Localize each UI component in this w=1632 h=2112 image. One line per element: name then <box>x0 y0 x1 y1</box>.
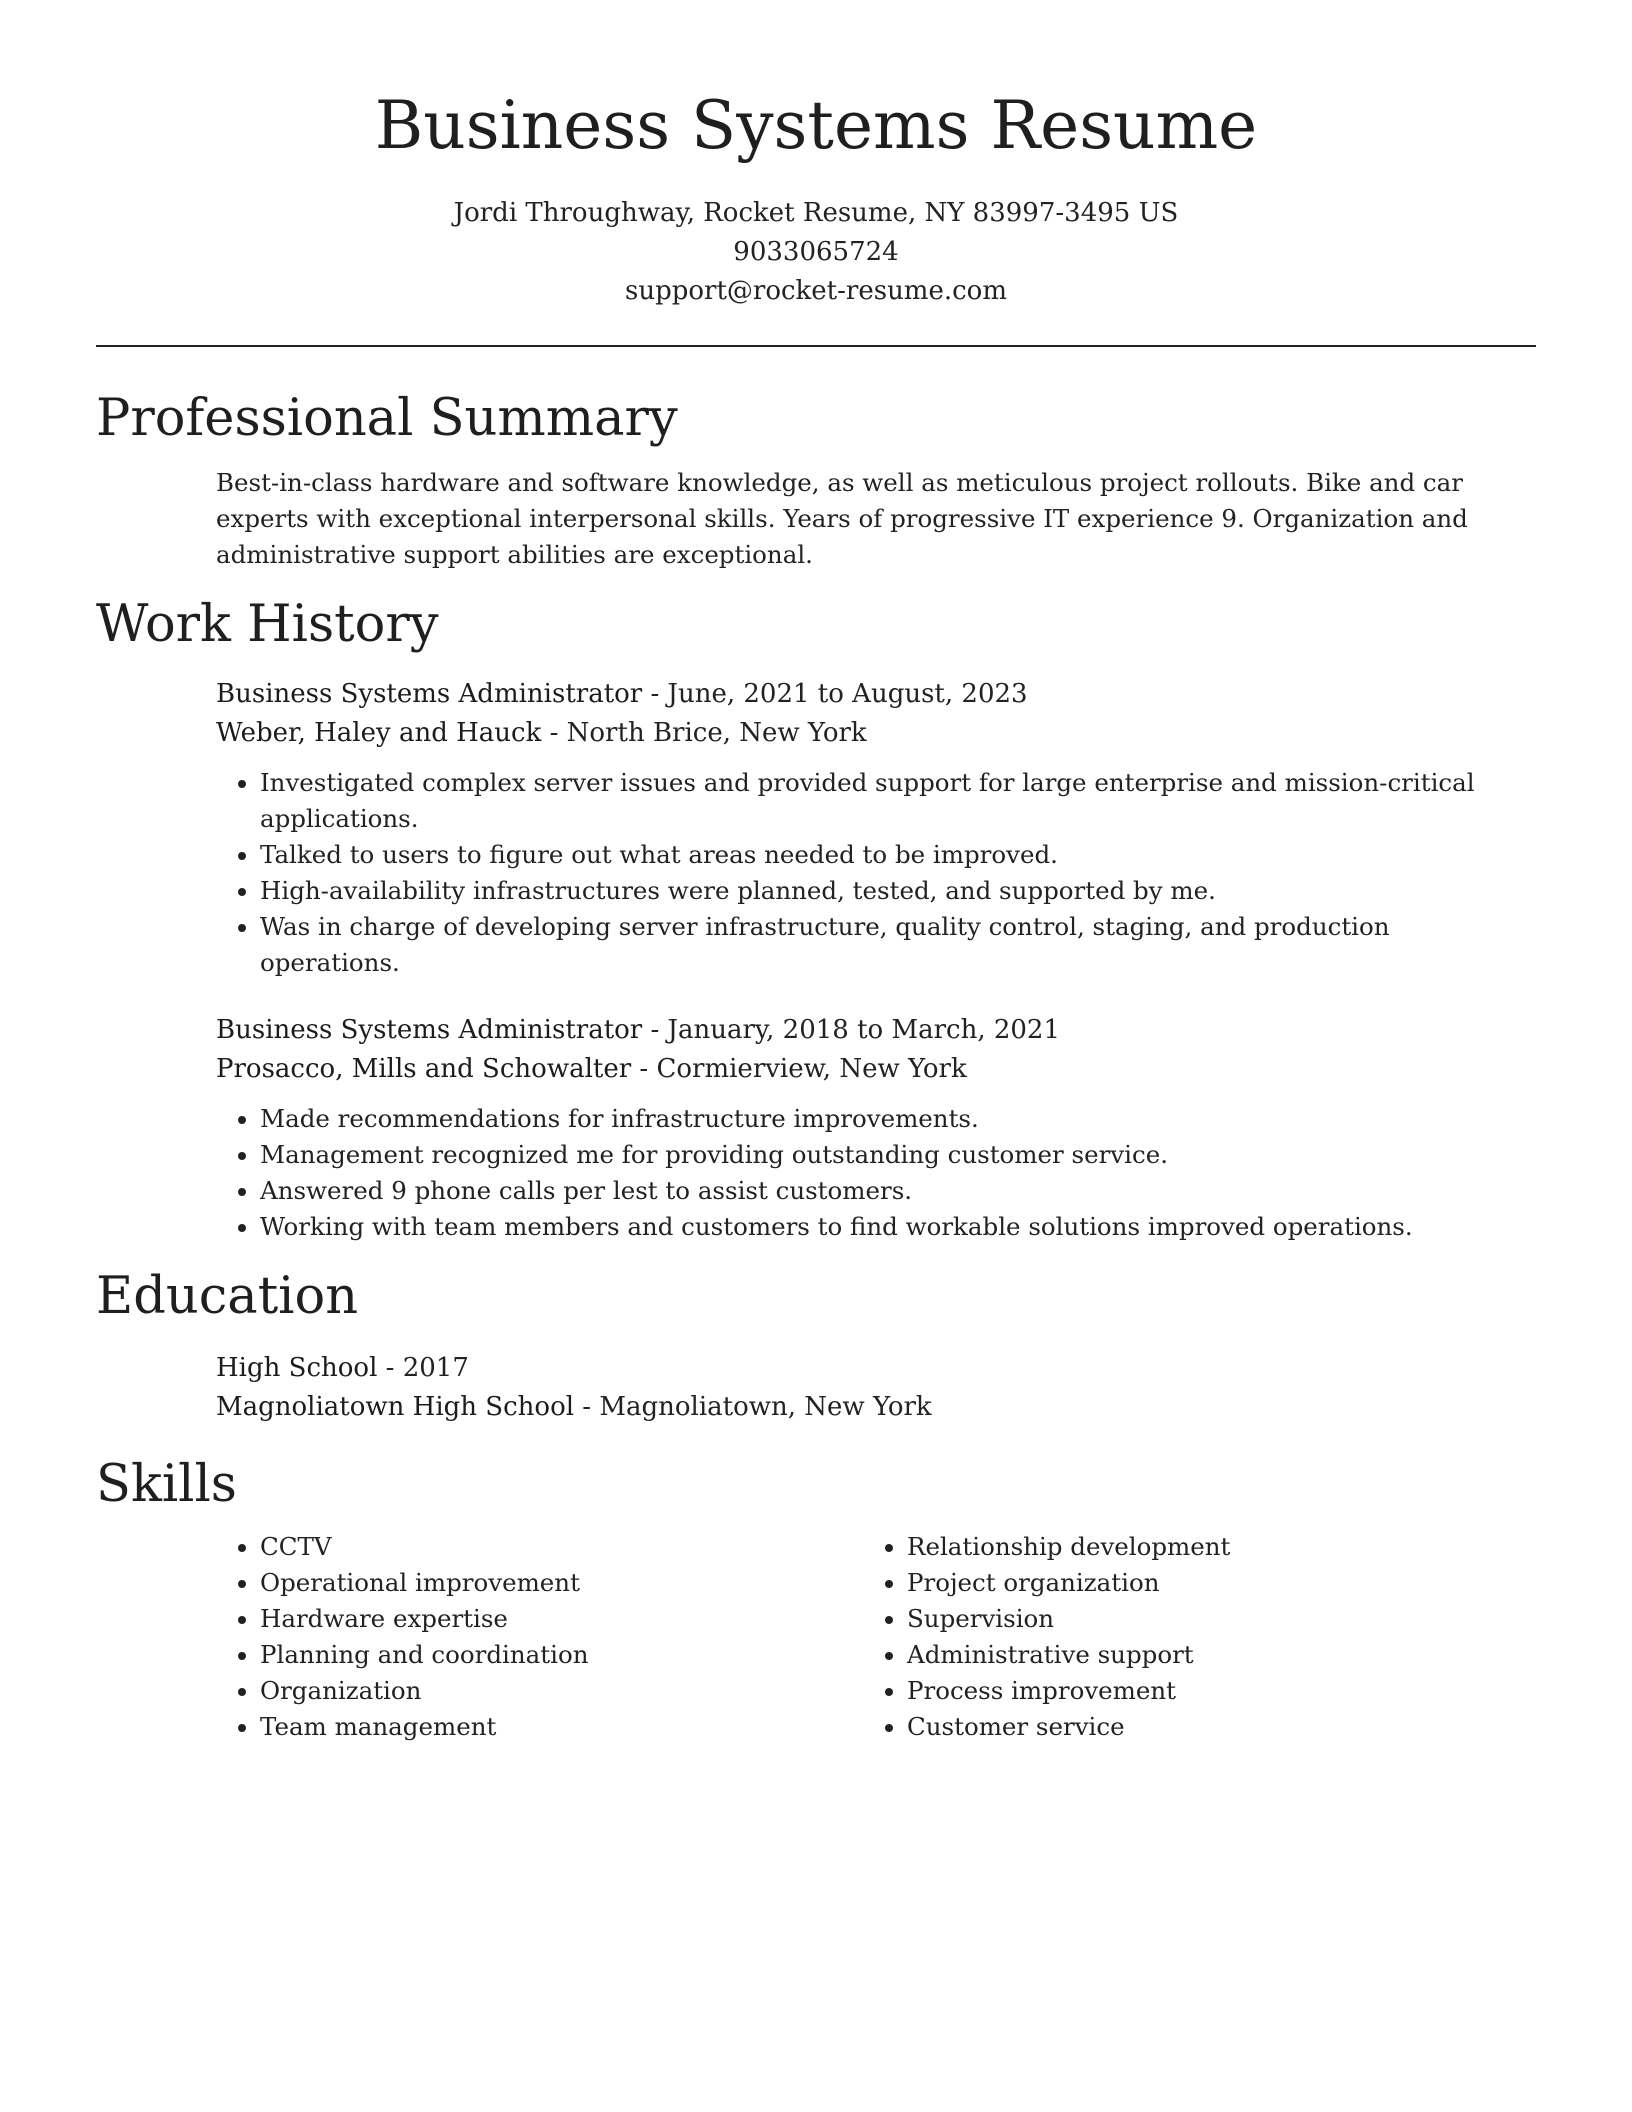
job-company: Prosacco, Mills and Schowalter <box>216 1054 632 1084</box>
skill-item: • Team management <box>260 1709 860 1745</box>
education-entry <box>216 1349 1536 1427</box>
job-company-line <box>216 714 1536 753</box>
education-degree-line <box>216 1349 1536 1388</box>
skill-item: • Administrative support <box>907 1637 1507 1673</box>
contact-address: Jordi Throughway, Rocket Resume, NY 83997-3495 US <box>453 198 1179 228</box>
job-duties <box>216 1101 1536 1245</box>
job-duty: • Talked to users to figure out what areas needed to be improved. <box>260 837 1536 873</box>
skill-item: • Operational improvement <box>260 1565 860 1601</box>
job-title: Business Systems Administrator <box>216 679 643 709</box>
job-duty: • Working with team members and customers to find workable solutions improved operations. <box>260 1209 1536 1245</box>
job-duty: • High-availability infrastructures were planned, tested, and supported by me. <box>260 873 1536 909</box>
education-degree: High School <box>216 1353 378 1383</box>
contact-phone: 9033065724 <box>733 237 899 267</box>
education-heading: Education <box>96 1267 359 1326</box>
summary-section <box>216 465 1536 573</box>
job-entry <box>216 675 1536 981</box>
job-location: - North Brice, New York <box>541 718 867 748</box>
job-duties <box>216 765 1536 981</box>
summary-heading: Professional Summary <box>96 389 678 448</box>
skills-section <box>216 1529 1536 1745</box>
job-dates: - January, 2018 to March, 2021 <box>642 1015 1061 1045</box>
job-duty: • Answered 9 phone calls per lest to assist customers. <box>260 1173 1536 1209</box>
job-entry <box>216 1011 1536 1245</box>
skill-item: • Planning and coordination <box>260 1637 860 1673</box>
work-history-heading: Work History <box>96 595 439 654</box>
skill-item: • Project organization <box>907 1565 1507 1601</box>
skills-list-left <box>216 1529 860 1745</box>
skill-item: • Organization <box>260 1673 860 1709</box>
education-school-line <box>216 1388 1536 1427</box>
skills-columns <box>216 1529 1536 1745</box>
skill-item: • Hardware expertise <box>260 1601 860 1637</box>
work-history-section <box>216 675 1536 1245</box>
skill-item: • Customer service <box>907 1709 1507 1745</box>
header-divider <box>96 345 1536 347</box>
resume-header <box>96 0 1536 311</box>
education-section <box>216 1349 1536 1427</box>
skill-item: • Supervision <box>907 1601 1507 1637</box>
skill-item: • Process improvement <box>907 1673 1507 1709</box>
job-duty: • Investigated complex server issues and provided support for large enterprise and mission-critical applications. <box>260 765 1536 837</box>
job-dates: - June, 2021 to August, 2023 <box>642 679 1028 709</box>
job-title: Business Systems Administrator <box>216 1015 643 1045</box>
job-title-line <box>216 675 1536 714</box>
job-title-line <box>216 1011 1536 1050</box>
education-year: - 2017 <box>377 1353 469 1383</box>
job-duty: • Management recognized me for providing outstanding customer service. <box>260 1137 1536 1173</box>
job-duty: • Made recommendations for infrastructure improvements. <box>260 1101 1536 1137</box>
resume-title: Business Systems Resume <box>374 87 1258 164</box>
education-location: - Magnoliatown, New York <box>574 1392 932 1422</box>
contact-email: support@rocket-resume.com <box>624 276 1007 306</box>
job-company-line <box>216 1050 1536 1089</box>
contact-info <box>96 194 1536 311</box>
skills-list-right <box>863 1529 1507 1745</box>
skills-heading: Skills <box>96 1455 237 1514</box>
resume-page <box>96 0 1536 2112</box>
skill-item: • CCTV <box>260 1529 860 1565</box>
job-location: - Cormierview, New York <box>631 1054 967 1084</box>
skill-item: • Relationship development <box>907 1529 1507 1565</box>
job-company: Weber, Haley and Hauck <box>216 718 542 748</box>
summary-text: Best-in-class hardware and software knowledge, as well as meticulous project rollouts. Bike and car experts with exceptional interpersonal skills. Years of progressive IT experience 9. Organization and administrative support abilities are exceptional. <box>216 468 1468 569</box>
education-school: Magnoliatown High School <box>216 1392 575 1422</box>
job-duty: • Was in charge of developing server infrastructure, quality control, staging, and production operations. <box>260 909 1536 981</box>
